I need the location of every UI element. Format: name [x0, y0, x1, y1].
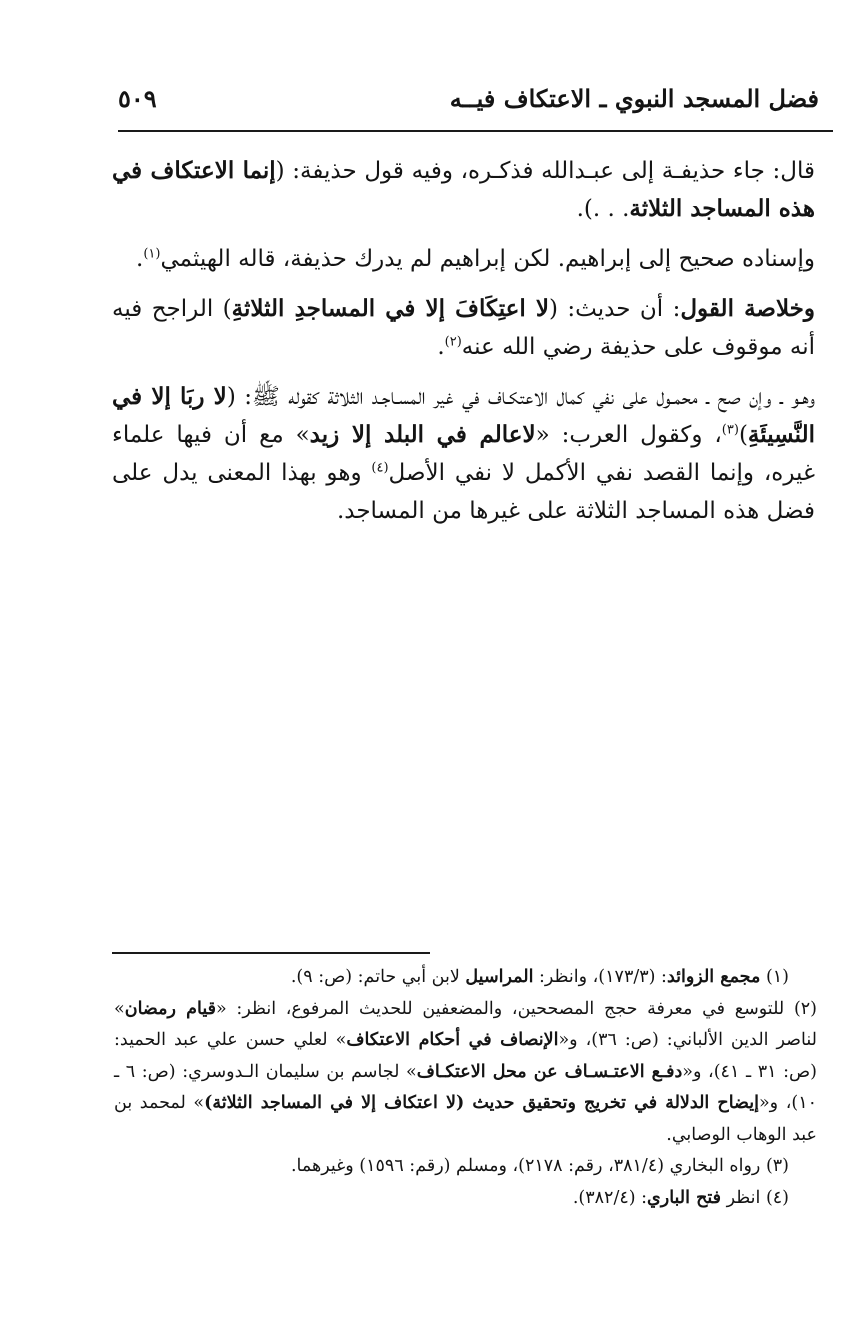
footnote-ref[interactable]: (١): [143, 246, 161, 262]
text: ) الراجح فيه أنه موقوف على حذيفة رضي الله عنه: [112, 296, 815, 360]
quote: لاعالم في البلد إلا زيد: [309, 421, 536, 448]
text: لابن أبي حاتم: (ص: ٩).: [290, 967, 466, 987]
text: وهو بهذا المعنى يدل على فضل هذه المساجد الثلاثة على غيرها من المساجد.: [112, 460, 815, 524]
text: .: [136, 246, 144, 272]
footnote-number: (٢): [793, 998, 817, 1019]
paragraph-1: [112, 152, 815, 228]
text: للتوسع في معرفة حجج المصححين، والمضعفين للحديث المرفوع، انظر: «: [215, 998, 785, 1019]
text: : أن حديث: (: [549, 296, 681, 322]
footnotes: [114, 962, 817, 1214]
text: وهـو ـ وإن صح ـ محمـول على نفي كمال الاعتكـاف في غير المسـاجـد الثلاثة كقوله ﷺ: (: [226, 384, 816, 410]
text: » لعلي حسن علي عبد الحميد: (ص: ٣١ ـ ٤١)، و«: [114, 1030, 817, 1082]
text: قال: جاء حذيفـة إلى عبـدالله فذكـره، وفيه قول حذيفة: (: [275, 158, 815, 184]
text: .: [437, 334, 445, 360]
main-text: [112, 152, 815, 530]
footnote-1: [114, 962, 817, 994]
footnote-ref[interactable]: (٢): [444, 334, 462, 350]
footnote-3: [114, 1151, 817, 1183]
paragraph-3: [112, 290, 815, 366]
running-title: فضل المسجد النبوي ـ الاعتكاف فيــه: [449, 83, 819, 113]
footnote-ref[interactable]: (٣): [721, 422, 739, 438]
source-title: إيضاح الدلالة في تخريج وتحقيق حديث (لا اعتكاف إلا في المساجد الثلاثة): [204, 1093, 759, 1113]
text: رواه البخاري (٣٨١/٤، رقم: ٢١٧٨)، ومسلم (رقم: ١٥٩٦) وغيرهما.: [290, 1156, 761, 1176]
footnote-number: (٣): [765, 1156, 789, 1176]
text: وإسناده صحيح إلى إبراهيم. لكن إبراهيم لم يدرك حذيفة، قاله الهيثمي: [160, 246, 815, 272]
quote: لا اعتِكَافَ إلا في المساجدِ الثلاثةِ: [231, 295, 549, 322]
footnote-number: (١): [765, 967, 789, 987]
text: » مع أن فيها علماء غيره، وإنما القصد نفي الأكمل لا نفي الأصل: [112, 422, 815, 486]
footnote-number: (٤): [765, 1187, 789, 1208]
footnote-ref[interactable]: (٤): [371, 460, 389, 476]
footnote-4: [114, 1183, 817, 1215]
source-title: فتح الباري: [647, 1187, 722, 1208]
source-title: المراسيل: [465, 967, 534, 987]
running-header: [118, 78, 819, 118]
footnote-rule: [112, 952, 430, 954]
quote: لا ربَا إلا في النَّسِيئَةِ: [112, 383, 815, 448]
text: انظر: [721, 1187, 761, 1208]
header-rule: [118, 130, 833, 132]
footnote-2: [114, 994, 817, 1152]
source-title: مجمع الزوائد: [666, 967, 761, 987]
text: : (١٧٣/٣)، وانظر:: [533, 967, 667, 987]
source-title: دفـع الاعتـسـاف عن محل الاعتكـاف: [416, 1061, 683, 1082]
paragraph-2: [112, 240, 815, 278]
paragraph-4: [112, 378, 815, 530]
text: » لناصر الدين الألباني: (ص: ٣٦)، و«: [114, 998, 817, 1050]
page-number: ٥٠٩: [118, 83, 157, 113]
quote: إنما الاعتكاف في هذه المساجد الثلاثة: [112, 157, 815, 222]
text: » لمحمد بن عبد الوهاب الوصابي.: [114, 1093, 817, 1145]
text: ، وكقول العرب: «: [535, 422, 722, 448]
lead-term: وخلاصة القول: [680, 295, 815, 322]
text: » لجاسم بن سليمان الـدوسري: (ص: ٦ ـ ١٠)، و«: [114, 1061, 817, 1113]
source-title: قيام رمضان: [124, 998, 216, 1019]
source-title: الإنصاف في أحكام الاعتكاف: [346, 1030, 559, 1050]
text: . . .).: [576, 196, 630, 222]
text: : (٣٨٢/٤).: [572, 1187, 648, 1208]
text: ): [738, 422, 748, 448]
